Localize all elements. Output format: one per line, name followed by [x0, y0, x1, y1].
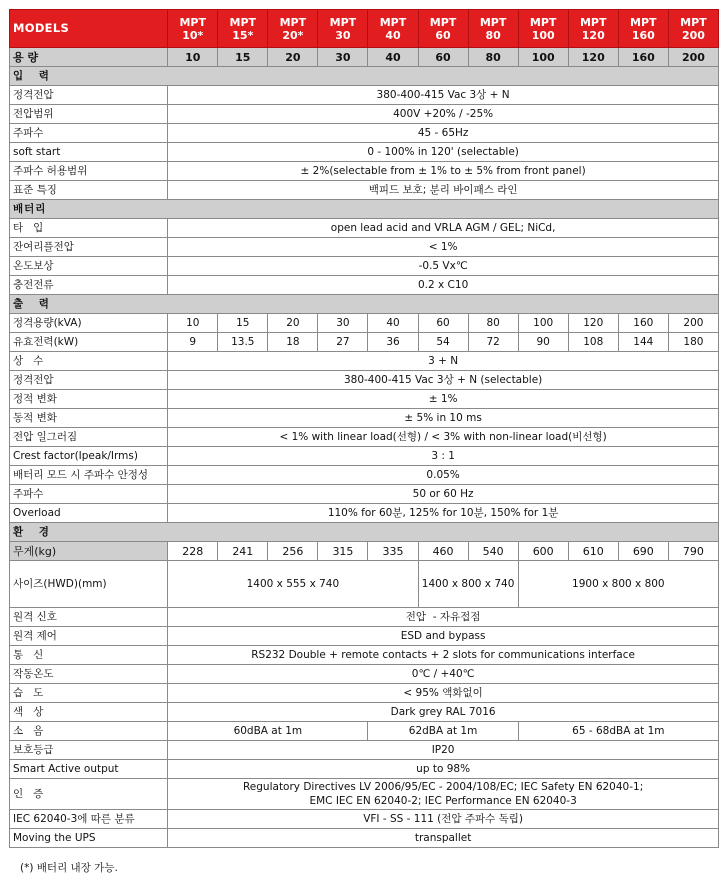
models-header-row	[10, 10, 719, 48]
table-row	[10, 181, 719, 200]
kw-value: 72	[468, 333, 518, 352]
model-name: MPT 200	[668, 10, 718, 48]
table-row	[10, 646, 719, 665]
kva-value: 200	[668, 314, 718, 333]
row-value: ESD and bypass	[168, 627, 719, 646]
kw-value: 90	[518, 333, 568, 352]
table-row	[10, 447, 719, 466]
table-row	[10, 428, 719, 447]
kw-value: 144	[618, 333, 668, 352]
row-label: Smart Active output	[10, 760, 168, 779]
row-label: 인 증	[10, 779, 168, 810]
table-row	[10, 124, 719, 143]
kva-value: 15	[218, 314, 268, 333]
row-label: 용 량	[10, 48, 168, 67]
row-value: -0.5 Vx℃	[168, 257, 719, 276]
table-row	[10, 627, 719, 646]
capacity-value: 40	[368, 48, 418, 67]
table-row	[10, 352, 719, 371]
weight-value: 335	[368, 542, 418, 561]
kva-value: 10	[168, 314, 218, 333]
table-row	[10, 257, 719, 276]
row-value: 45 - 65Hz	[168, 124, 719, 143]
row-label: 전압범위	[10, 105, 168, 124]
weight-value: 540	[468, 542, 518, 561]
kw-value: 180	[668, 333, 718, 352]
capacity-value: 120	[568, 48, 618, 67]
capacity-row	[10, 48, 719, 67]
kva-value: 120	[568, 314, 618, 333]
table-row	[10, 409, 719, 428]
spec-table	[9, 9, 719, 848]
capacity-value: 80	[468, 48, 518, 67]
table-row	[10, 86, 719, 105]
table-row	[10, 829, 719, 848]
row-value: 0 - 100% in 120' (selectable)	[168, 143, 719, 162]
capacity-value: 160	[618, 48, 668, 67]
table-row	[10, 105, 719, 124]
footnote: (*) 배터리 내장 가능.	[20, 862, 118, 874]
row-label: 색 상	[10, 703, 168, 722]
row-value: 380-400-415 Vac 3상 + N (selectable)	[168, 371, 719, 390]
row-value: 3 + N	[168, 352, 719, 371]
table-row	[10, 276, 719, 295]
model-name: MPT 160	[618, 10, 668, 48]
noise-value: 62dBA at 1m	[368, 722, 518, 741]
row-label: 사이즈(HWD)(mm)	[10, 561, 168, 608]
row-label: 상 수	[10, 352, 168, 371]
model-name: MPT 120	[568, 10, 618, 48]
weight-value: 315	[318, 542, 368, 561]
row-label: 주파수	[10, 485, 168, 504]
table-row	[10, 810, 719, 829]
kva-value: 20	[268, 314, 318, 333]
certification-value	[168, 779, 719, 810]
row-value: up to 98%	[168, 760, 719, 779]
row-value: Dark grey RAL 7016	[168, 703, 719, 722]
kw-value: 36	[368, 333, 418, 352]
weight-value: 241	[218, 542, 268, 561]
section-output	[10, 295, 719, 314]
kva-value: 100	[518, 314, 568, 333]
row-label: 통 신	[10, 646, 168, 665]
weight-value: 610	[568, 542, 618, 561]
noise-value: 65 - 68dBA at 1m	[518, 722, 718, 741]
spec-sheet	[9, 9, 719, 848]
capacity-value: 60	[418, 48, 468, 67]
table-row	[10, 665, 719, 684]
capacity-value: 15	[218, 48, 268, 67]
row-value: 3 : 1	[168, 447, 719, 466]
row-label: 원격 신호	[10, 608, 168, 627]
row-label: 전압 일그러짐	[10, 428, 168, 447]
table-row	[10, 162, 719, 181]
row-label: 원격 제어	[10, 627, 168, 646]
table-row	[10, 561, 719, 608]
table-row	[10, 722, 719, 741]
model-name: MPT 60	[418, 10, 468, 48]
row-value: VFI - SS - 111 (전압 주파수 독립)	[168, 810, 719, 829]
table-row	[10, 333, 719, 352]
size-value: 1400 x 800 x 740	[418, 561, 518, 608]
row-label: 작동온도	[10, 665, 168, 684]
capacity-value: 20	[268, 48, 318, 67]
section-environment	[10, 523, 719, 542]
kva-value: 60	[418, 314, 468, 333]
model-name: MPT 10*	[168, 10, 218, 48]
row-label: soft start	[10, 143, 168, 162]
row-label: 정격전압	[10, 86, 168, 105]
row-label: 타 입	[10, 219, 168, 238]
row-label: IEC 62040-3에 따른 분류	[10, 810, 168, 829]
row-value: 0.05%	[168, 466, 719, 485]
table-row	[10, 504, 719, 523]
table-row	[10, 684, 719, 703]
row-label: 동적 변화	[10, 409, 168, 428]
section-title: 출 력	[10, 295, 719, 314]
table-row	[10, 219, 719, 238]
row-value: 380-400-415 Vac 3상 + N	[168, 86, 719, 105]
kw-value: 27	[318, 333, 368, 352]
section-input	[10, 67, 719, 86]
noise-value: 60dBA at 1m	[168, 722, 368, 741]
kw-value: 108	[568, 333, 618, 352]
row-value: IP20	[168, 741, 719, 760]
certification-line: Regulatory Directives LV 2006/95/EC - 2004/108/EC; IEC Safety EN 62040-1;	[242, 781, 644, 793]
section-battery	[10, 200, 719, 219]
row-label: Overload	[10, 504, 168, 523]
row-label: 배터리 모드 시 주파수 안정성	[10, 466, 168, 485]
row-value: 400V +20% / -25%	[168, 105, 719, 124]
section-title: 입 력	[10, 67, 719, 86]
row-label: 온도보상	[10, 257, 168, 276]
kw-value: 54	[418, 333, 468, 352]
section-title: 환 경	[10, 523, 719, 542]
table-row	[10, 741, 719, 760]
model-name: MPT 30	[318, 10, 368, 48]
weight-value: 600	[518, 542, 568, 561]
row-label: 습 도	[10, 684, 168, 703]
table-row	[10, 760, 719, 779]
table-row	[10, 703, 719, 722]
table-row	[10, 238, 719, 257]
row-label: 정적 변화	[10, 390, 168, 409]
weight-value: 790	[668, 542, 718, 561]
row-value: 0.2 x C10	[168, 276, 719, 295]
table-row	[10, 143, 719, 162]
row-value: 50 or 60 Hz	[168, 485, 719, 504]
section-title: 배터리	[10, 200, 719, 219]
weight-row	[10, 542, 719, 561]
row-label: 소 음	[10, 722, 168, 741]
row-value: 백피드 보호; 분리 바이패스 라인	[168, 181, 719, 200]
row-value: open lead acid and VRLA AGM / GEL; NiCd,	[168, 219, 719, 238]
row-value: RS232 Double + remote contacts + 2 slots for communications interface	[168, 646, 719, 665]
row-label: Crest factor(Ipeak/Irms)	[10, 447, 168, 466]
kw-value: 13.5	[218, 333, 268, 352]
model-name: MPT 15*	[218, 10, 268, 48]
row-label: 주파수 허용범위	[10, 162, 168, 181]
row-value: transpallet	[168, 829, 719, 848]
capacity-value: 100	[518, 48, 568, 67]
size-value: 1900 x 800 x 800	[518, 561, 718, 608]
weight-value: 228	[168, 542, 218, 561]
capacity-value: 10	[168, 48, 218, 67]
row-label: 정격용량(kVA)	[10, 314, 168, 333]
row-label: 충전전류	[10, 276, 168, 295]
row-value: 전압 - 자유접점	[168, 608, 719, 627]
kva-value: 80	[468, 314, 518, 333]
model-name: MPT 80	[468, 10, 518, 48]
table-row	[10, 485, 719, 504]
row-value: ± 2%(selectable from ± 1% to ± 5% from front panel)	[168, 162, 719, 181]
kva-value: 160	[618, 314, 668, 333]
table-row	[10, 608, 719, 627]
weight-value: 460	[418, 542, 468, 561]
size-value: 1400 x 555 x 740	[168, 561, 418, 608]
row-value: ± 1%	[168, 390, 719, 409]
row-label: 정격전압	[10, 371, 168, 390]
kva-value: 30	[318, 314, 368, 333]
kw-value: 9	[168, 333, 218, 352]
table-row	[10, 779, 719, 810]
table-row	[10, 466, 719, 485]
kw-value: 18	[268, 333, 318, 352]
row-label: 무게(kg)	[10, 542, 168, 561]
row-value: 0℃ / +40℃	[168, 665, 719, 684]
row-value: 110% for 60분, 125% for 10분, 150% for 1분	[168, 504, 719, 523]
row-label: 보호등급	[10, 741, 168, 760]
table-row	[10, 390, 719, 409]
row-value: < 1%	[168, 238, 719, 257]
kva-value: 40	[368, 314, 418, 333]
weight-value: 256	[268, 542, 318, 561]
row-label: 주파수	[10, 124, 168, 143]
model-name: MPT 100	[518, 10, 568, 48]
row-label: 표준 특징	[10, 181, 168, 200]
row-label: 잔여리플전압	[10, 238, 168, 257]
model-name: MPT 40	[368, 10, 418, 48]
table-row	[10, 314, 719, 333]
capacity-value: 200	[668, 48, 718, 67]
row-value: ± 5% in 10 ms	[168, 409, 719, 428]
weight-value: 690	[618, 542, 668, 561]
capacity-value: 30	[318, 48, 368, 67]
row-value: < 95% 액화없이	[168, 684, 719, 703]
row-value: < 1% with linear load(선형) / < 3% with non-linear load(비선형)	[168, 428, 719, 447]
certification-line: EMC IEC EN 62040-2; IEC Performance EN 62040-3	[309, 795, 577, 807]
row-label: 유효전력(kW)	[10, 333, 168, 352]
model-name: MPT 20*	[268, 10, 318, 48]
models-label: MODELS	[10, 10, 168, 48]
row-label: Moving the UPS	[10, 829, 168, 848]
table-row	[10, 371, 719, 390]
